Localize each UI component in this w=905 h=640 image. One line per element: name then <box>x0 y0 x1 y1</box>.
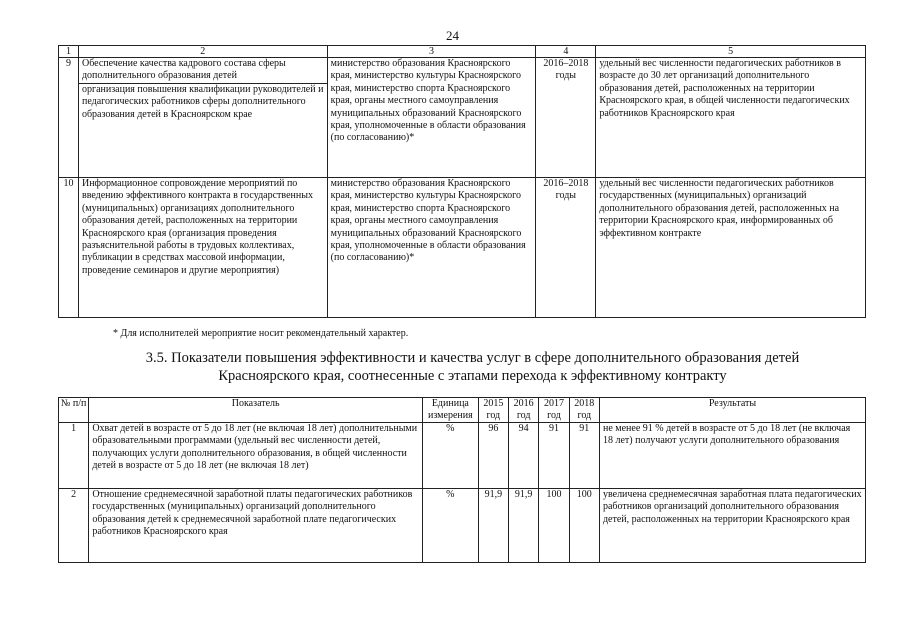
indicator-cell: удельный вес численности педагогических работников в возрасте до 30 лет организаций дополнительного образования детей, расположенных на территории Красноярского края, в общей численности педагогических работников Красноярского края <box>596 58 866 178</box>
executors-cell: министерство образования Красноярского края, министерство культуры Красноярского края, министерство спорта Красноярского края, органы местного самоуправления муниципальных образований Красноярского края, уполномоченные в области образования (по согласованию)* <box>327 178 536 318</box>
value-2018: 100 <box>569 489 599 563</box>
activities-table <box>58 45 866 318</box>
unit-cell: % <box>423 423 479 489</box>
years-cell: 2016–2018 годы <box>536 178 596 318</box>
action-cell: Информационное сопровождение мероприятий по введению эффективного контракта в государственных (муниципальных) организациях дополнительного образования детей, расположенных на территории Красноярского края (организация проведения разъяснительной работы в трудовых коллективах, публикации в средствах массовой информации, проведение семинаров и другие мероприятия) <box>78 178 327 318</box>
table-row <box>59 178 866 318</box>
value-2018: 91 <box>569 423 599 489</box>
value-2016: 94 <box>508 423 538 489</box>
footnote: * Для исполнителей мероприятие носит рекомендательный характер. <box>113 328 409 339</box>
header-col-1: 1 <box>59 46 79 58</box>
header-col-4: 4 <box>536 46 596 58</box>
header-num: № п/п <box>59 398 89 423</box>
header-col-5: 5 <box>596 46 866 58</box>
table-row <box>59 489 866 563</box>
header-col-2: 2 <box>78 46 327 58</box>
unit-cell: % <box>423 489 479 563</box>
header-2017: 2017 год <box>539 398 569 423</box>
indicator-cell: удельный вес численности педагогических работников государственных (муниципальных) организаций дополнительного образования детей, расположенных на территории Красноярского края, информированных об эффективном контракте <box>596 178 866 318</box>
result-cell: не менее 91 % детей в возрасте от 5 до 18 лет (не включая 18 лет) получают услуги дополнительного образования <box>599 423 865 489</box>
value-2016: 91,9 <box>508 489 538 563</box>
page-number: 24 <box>446 28 459 43</box>
years-cell: 2016–2018 годы <box>536 58 596 178</box>
header-2015: 2015 год <box>478 398 508 423</box>
result-cell: увеличена среднемесячная заработная плата педагогических работников организаций дополнительного образования детей, расположенных на территории Красноярского края <box>599 489 865 563</box>
indicators-table <box>58 397 866 563</box>
section-title: 3.5. Показатели повышения эффективности и качества услуг в сфере дополнительного образования детей Красноярского края, соотнесенные с этапами перехода к эффективному контракту <box>145 350 800 384</box>
table-row <box>59 58 866 178</box>
header-col-3: 3 <box>327 46 536 58</box>
executors-cell: министерство образования Красноярского края, министерство культуры Красноярского края, министерство спорта Красноярского края, органы местного самоуправления муниципальных образований Красноярского края, уполномоченные в области образования (по согласованию)* <box>327 58 536 178</box>
table-row <box>59 423 866 489</box>
table-header-row <box>59 46 866 58</box>
value-2015: 96 <box>478 423 508 489</box>
header-results: Результаты <box>599 398 865 423</box>
row-number: 10 <box>59 178 79 318</box>
indicator-cell: Отношение среднемесячной заработной платы педагогических работников государственных (муниципальных) организаций дополнительного образования детей к среднемесячной заработной плате педагогических работников Красноярского края <box>89 489 423 563</box>
action-sub: организация повышения квалификации руководителей и педагогических работников сферы дополнительного образования детей в Красноярском крае <box>79 83 327 121</box>
value-2017: 91 <box>539 423 569 489</box>
header-indicator: Показатель <box>89 398 423 423</box>
row-number: 9 <box>59 58 79 178</box>
action-cell <box>78 58 327 178</box>
header-unit: Единица измерения <box>423 398 479 423</box>
header-2018: 2018 год <box>569 398 599 423</box>
action-main: Обеспечение качества кадрового состава сферы дополнительного образования детей <box>81 58 286 82</box>
header-2016: 2016 год <box>508 398 538 423</box>
value-2015: 91,9 <box>478 489 508 563</box>
row-number: 1 <box>59 423 89 489</box>
row-number: 2 <box>59 489 89 563</box>
indicator-cell: Охват детей в возрасте от 5 до 18 лет (не включая 18 лет) дополнительными образовательными программами (удельный вес численности детей, получающих услуги дополнительного образования, в общей численности детей в возрасте от 5 до 18 лет (не включая 18 лет) <box>89 423 423 489</box>
value-2017: 100 <box>539 489 569 563</box>
table-header-row <box>59 398 866 423</box>
